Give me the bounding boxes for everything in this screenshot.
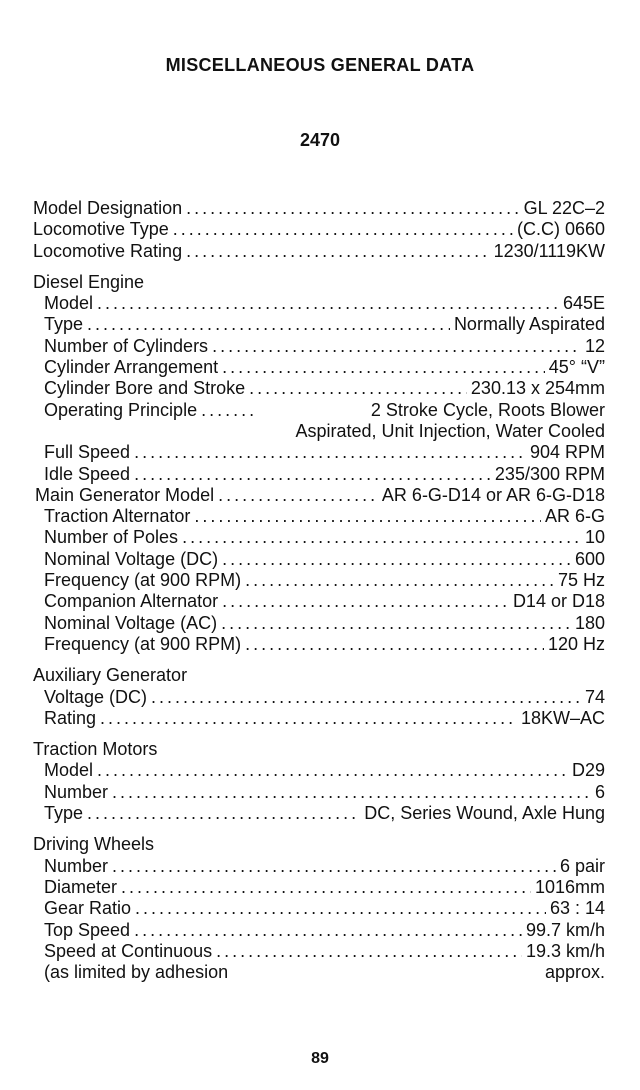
spec-value: 74 bbox=[584, 686, 605, 707]
spec-label: Speed at Continuous bbox=[44, 940, 213, 961]
spec-row bbox=[33, 803, 605, 824]
spec-row bbox=[33, 219, 605, 240]
spec-value: 10 bbox=[584, 527, 605, 548]
spec-label: Nominal Voltage (DC) bbox=[44, 548, 219, 569]
spec-row bbox=[33, 898, 605, 919]
dot-leader bbox=[216, 941, 522, 962]
spec-row bbox=[33, 760, 605, 781]
spec-row bbox=[33, 527, 605, 548]
spec-label: Number bbox=[44, 855, 109, 876]
spec-value: D14 or D18 bbox=[512, 591, 605, 612]
spec-value: 75 Hz bbox=[557, 570, 605, 591]
dot-leader bbox=[245, 570, 554, 591]
spec-value: approx. bbox=[544, 962, 605, 983]
spec-row bbox=[33, 570, 605, 591]
spec-value: Normally Aspirated bbox=[453, 314, 605, 335]
spec-row bbox=[33, 314, 605, 335]
spec-value: 600 bbox=[574, 548, 605, 569]
spec-row bbox=[33, 549, 605, 570]
spec-label: Nominal Voltage (AC) bbox=[44, 612, 218, 633]
dot-leader bbox=[134, 464, 491, 485]
spec-value: 6 pair bbox=[559, 855, 605, 876]
spec-label: Type bbox=[44, 314, 84, 335]
spec-label: Locomotive Rating bbox=[33, 240, 183, 261]
page-title: MISCELLANEOUS GENERAL DATA bbox=[165, 55, 475, 75]
spec-value: 180 bbox=[574, 612, 605, 633]
spec-value: GL 22C–2 bbox=[523, 198, 605, 218]
section-heading-traction: Traction Motors bbox=[33, 739, 158, 760]
dot-leader bbox=[249, 378, 467, 399]
spec-label: Locomotive Type bbox=[33, 219, 169, 240]
spec-list bbox=[33, 198, 605, 983]
spec-value: (C.C) 0660 bbox=[516, 219, 605, 240]
spec-row bbox=[33, 400, 605, 421]
dot-leader bbox=[112, 856, 556, 877]
spec-value: 2 Stroke Cycle, Roots Blower bbox=[370, 399, 605, 420]
spec-label: (as limited by adhesion bbox=[44, 962, 229, 983]
spec-value: 18KW–AC bbox=[520, 707, 605, 728]
spec-label: Traction Alternator bbox=[44, 506, 191, 527]
dot-leader bbox=[87, 803, 360, 824]
spec-label: Model bbox=[44, 293, 94, 314]
spec-value: 1230/1119KW bbox=[493, 240, 605, 261]
spec-row bbox=[33, 293, 605, 314]
dot-leader bbox=[134, 920, 522, 941]
spec-label: Companion Alternator bbox=[44, 591, 219, 612]
spec-row bbox=[33, 464, 605, 485]
page-number: 89 bbox=[311, 1050, 329, 1067]
section-heading-auxiliary: Auxiliary Generator bbox=[33, 665, 188, 686]
spec-value: 6 bbox=[594, 781, 605, 802]
spec-row bbox=[33, 941, 605, 962]
dot-leader bbox=[87, 314, 450, 335]
spec-value: 1016mm bbox=[534, 876, 605, 897]
spec-row bbox=[33, 962, 605, 983]
spec-row bbox=[33, 613, 605, 634]
spec-value: 904 RPM bbox=[529, 442, 605, 463]
spec-label: Type bbox=[44, 803, 84, 824]
spec-label: Cylinder Bore and Stroke bbox=[44, 378, 246, 399]
spec-row bbox=[33, 442, 605, 463]
section-heading-wheels: Driving Wheels bbox=[33, 834, 155, 855]
spec-row bbox=[33, 336, 605, 357]
spec-label: Number of Cylinders bbox=[44, 335, 209, 356]
spec-value: AR 6-G bbox=[544, 506, 605, 527]
dot-leader bbox=[245, 634, 544, 655]
spec-value: DC, Series Wound, Axle Hung bbox=[364, 803, 605, 824]
dot-leader bbox=[194, 506, 541, 527]
spec-row bbox=[33, 357, 605, 378]
spec-value: AR 6-G-D14 or AR 6-G-D18 bbox=[381, 484, 605, 505]
spec-value: 12 bbox=[584, 335, 605, 356]
dot-leader bbox=[97, 760, 568, 781]
spec-row bbox=[33, 687, 605, 708]
spec-label: Frequency (at 900 RPM) bbox=[44, 570, 242, 591]
dot-leader bbox=[121, 877, 531, 898]
dot-leader bbox=[218, 485, 378, 506]
spec-value: 645E bbox=[562, 293, 605, 314]
dot-leader bbox=[201, 400, 257, 421]
dot-leader bbox=[151, 687, 581, 708]
spec-row bbox=[33, 198, 605, 219]
dot-leader bbox=[182, 527, 581, 548]
spec-value: 99.7 km/h bbox=[525, 919, 605, 940]
dot-leader bbox=[221, 613, 571, 634]
dot-leader bbox=[135, 898, 546, 919]
spec-label: Model bbox=[44, 760, 94, 781]
spec-row bbox=[33, 856, 605, 877]
spec-row bbox=[33, 708, 605, 729]
spec-row bbox=[33, 634, 605, 655]
section-heading-diesel: Diesel Engine bbox=[33, 271, 145, 292]
spec-label: Voltage (DC) bbox=[44, 686, 148, 707]
spec-label: Number of Poles bbox=[44, 527, 179, 548]
spec-label: Main Generator Model bbox=[35, 484, 215, 505]
spec-value: 19.3 km/h bbox=[525, 940, 605, 961]
spec-value: 45° “V” bbox=[548, 357, 605, 378]
spec-label: Cylinder Arrangement bbox=[44, 357, 219, 378]
spec-row bbox=[33, 877, 605, 898]
spec-label: Gear Ratio bbox=[44, 898, 132, 919]
dot-leader bbox=[186, 198, 520, 219]
dot-leader bbox=[222, 591, 509, 612]
dot-leader bbox=[222, 357, 545, 378]
spec-label: Operating Principle bbox=[44, 399, 198, 420]
dot-leader bbox=[173, 219, 513, 240]
spec-value-continuation: Aspirated, Unit Injection, Water Cooled bbox=[295, 420, 605, 441]
dot-leader bbox=[100, 708, 517, 729]
dot-leader bbox=[222, 549, 571, 570]
spec-value: 63 : 14 bbox=[549, 898, 605, 919]
spec-row bbox=[33, 485, 605, 506]
spec-value: 230.13 x 254mm bbox=[470, 378, 605, 399]
spec-value: 120 Hz bbox=[547, 633, 605, 654]
spec-label: Idle Speed bbox=[44, 463, 131, 484]
dot-leader bbox=[212, 336, 581, 357]
spec-row bbox=[33, 591, 605, 612]
dot-leader bbox=[112, 782, 591, 803]
spec-row bbox=[33, 782, 605, 803]
spec-value: 235/300 RPM bbox=[494, 463, 605, 484]
spec-value: D29 bbox=[571, 760, 605, 781]
spec-label: Model Designation bbox=[33, 198, 183, 218]
spec-row bbox=[33, 241, 605, 262]
spec-row bbox=[33, 920, 605, 941]
spec-row bbox=[33, 506, 605, 527]
spec-label: Rating bbox=[44, 707, 97, 728]
dot-leader bbox=[97, 293, 559, 314]
dot-leader bbox=[186, 241, 489, 262]
page-subtitle: 2470 bbox=[299, 130, 341, 150]
dot-leader bbox=[134, 442, 526, 463]
spec-label: Diameter bbox=[44, 876, 118, 897]
spec-label: Frequency (at 900 RPM) bbox=[44, 633, 242, 654]
spec-label: Full Speed bbox=[44, 442, 131, 463]
spec-label: Number bbox=[44, 781, 109, 802]
spec-row bbox=[33, 378, 605, 399]
spec-label: Top Speed bbox=[44, 919, 131, 940]
